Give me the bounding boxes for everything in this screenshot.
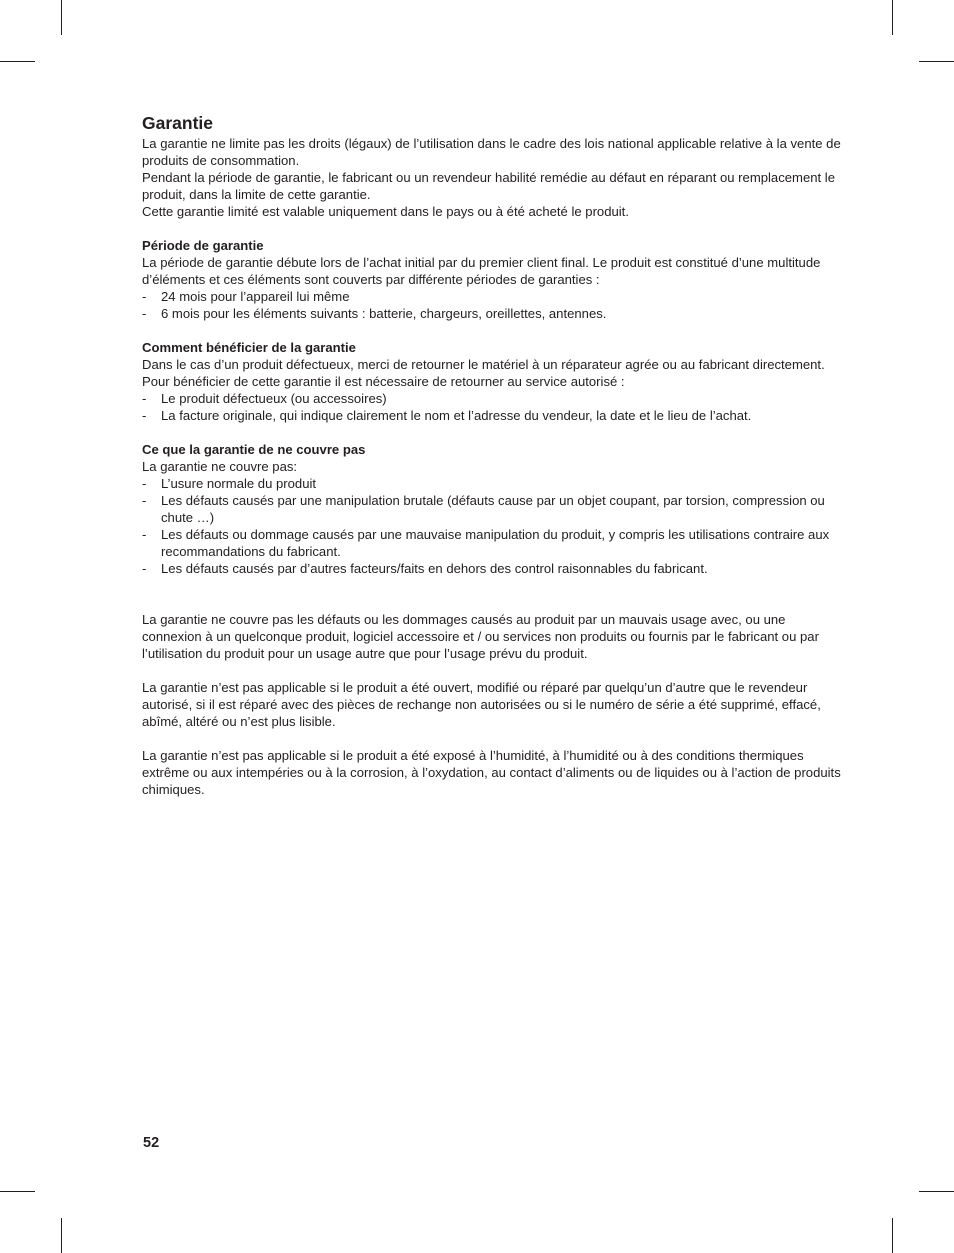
bullet-list bbox=[142, 390, 842, 424]
closing-paragraph: La garantie ne couvre pas les défauts ou les dommages causés au produit par un mauvais usage avec, ou une connexion à un quelconque produit, logiciel accessoire et / ou services non produits ou fournis par le fabricant ou par l’utilisation du produit pour un usage autre que pour l’usage prévu du produit. bbox=[142, 612, 819, 661]
section-heading-how-to-claim: Comment bénéficier de la garantie bbox=[142, 340, 356, 355]
warranty-content bbox=[142, 112, 842, 798]
page-title: Garantie bbox=[142, 113, 213, 133]
section-text: La garantie ne couvre pas: bbox=[142, 459, 298, 474]
list-item: - Le produit défectueux (ou accessoires) bbox=[142, 390, 842, 407]
intro-paragraph: Pendant la période de garantie, le fabricant ou un revendeur habilité remédie au défaut en réparant ou remplacement le produit, dans la limite de cette garantie. bbox=[142, 170, 835, 202]
list-item: - La facture originale, qui indique clairement le nom et l’adresse du vendeur, la date et le lieu de l’achat. bbox=[142, 407, 842, 424]
closing-paragraph: La garantie n’est pas applicable si le produit a été exposé à l’humidité, à l’humidité ou à des conditions thermiques extrême ou aux intempéries ou à la corrosion, à l’oxydation, au contact d’aliments ou de liquides ou à l’action de produits chimiques. bbox=[142, 748, 841, 797]
crop-mark-bottom-right-vertical bbox=[892, 1218, 893, 1253]
crop-mark-bottom-left-horizontal bbox=[0, 1191, 35, 1192]
page-number: 52 bbox=[143, 1135, 160, 1151]
bullet-list bbox=[142, 288, 842, 322]
crop-mark-top-left-vertical bbox=[61, 0, 62, 35]
crop-mark-top-left-horizontal bbox=[0, 61, 35, 62]
closing-paragraph: La garantie n’est pas applicable si le produit a été ouvert, modifié ou réparé par quelqu’un d’autre que le revendeur autorisé, si il est réparé avec des pièces de rechange non autorisées ou si le numéro de série a été supprimé, effacé, abîmé, altéré ou n’est plus lisible. bbox=[142, 680, 821, 729]
list-item: - Les défauts causés par d’autres facteurs/faits en dehors des control raisonnables du fabricant. bbox=[142, 560, 842, 577]
crop-mark-top-right-horizontal bbox=[919, 61, 954, 62]
intro-paragraph: Cette garantie limité est valable uniquement dans le pays ou à été acheté le produit. bbox=[142, 204, 629, 219]
list-item: - 6 mois pour les éléments suivants : batterie, chargeurs, oreillettes, antennes. bbox=[142, 305, 842, 322]
section-heading-warranty-period: Période de garantie bbox=[142, 238, 264, 253]
crop-mark-bottom-left-vertical bbox=[61, 1218, 62, 1253]
section-text: Dans le cas d’un produit défectueux, merci de retourner le matériel à un réparateur agrée ou au fabricant directement. Pour bénéficier de cette garantie il est nécessaire de retourner au service autorisé : bbox=[142, 357, 825, 389]
list-item: - Les défauts causés par une manipulation brutale (défauts cause par un objet coupant, par torsion, compression ou chute …) bbox=[142, 492, 842, 526]
list-item: - L’usure normale du produit bbox=[142, 475, 842, 492]
list-item: - Les défauts ou dommage causés par une mauvaise manipulation du produit, y compris les utilisations contraire aux recommandations du fabricant. bbox=[142, 526, 842, 560]
bullet-list bbox=[142, 475, 842, 577]
section-text: La période de garantie débute lors de l’achat initial par du premier client final. Le produit est constitué d’une multitude d’éléments et ces éléments sont couverts par différente périodes de garanties : bbox=[142, 255, 821, 287]
intro-paragraph: La garantie ne limite pas les droits (légaux) de l’utilisation dans le cadre des lois national applicable relative à la vente de produits de consommation. bbox=[142, 136, 841, 168]
section-heading-not-covered: Ce que la garantie de ne couvre pas bbox=[142, 442, 366, 457]
crop-mark-top-right-vertical bbox=[892, 0, 893, 35]
list-item: - 24 mois pour l’appareil lui même bbox=[142, 288, 842, 305]
crop-mark-bottom-right-horizontal bbox=[919, 1191, 954, 1192]
